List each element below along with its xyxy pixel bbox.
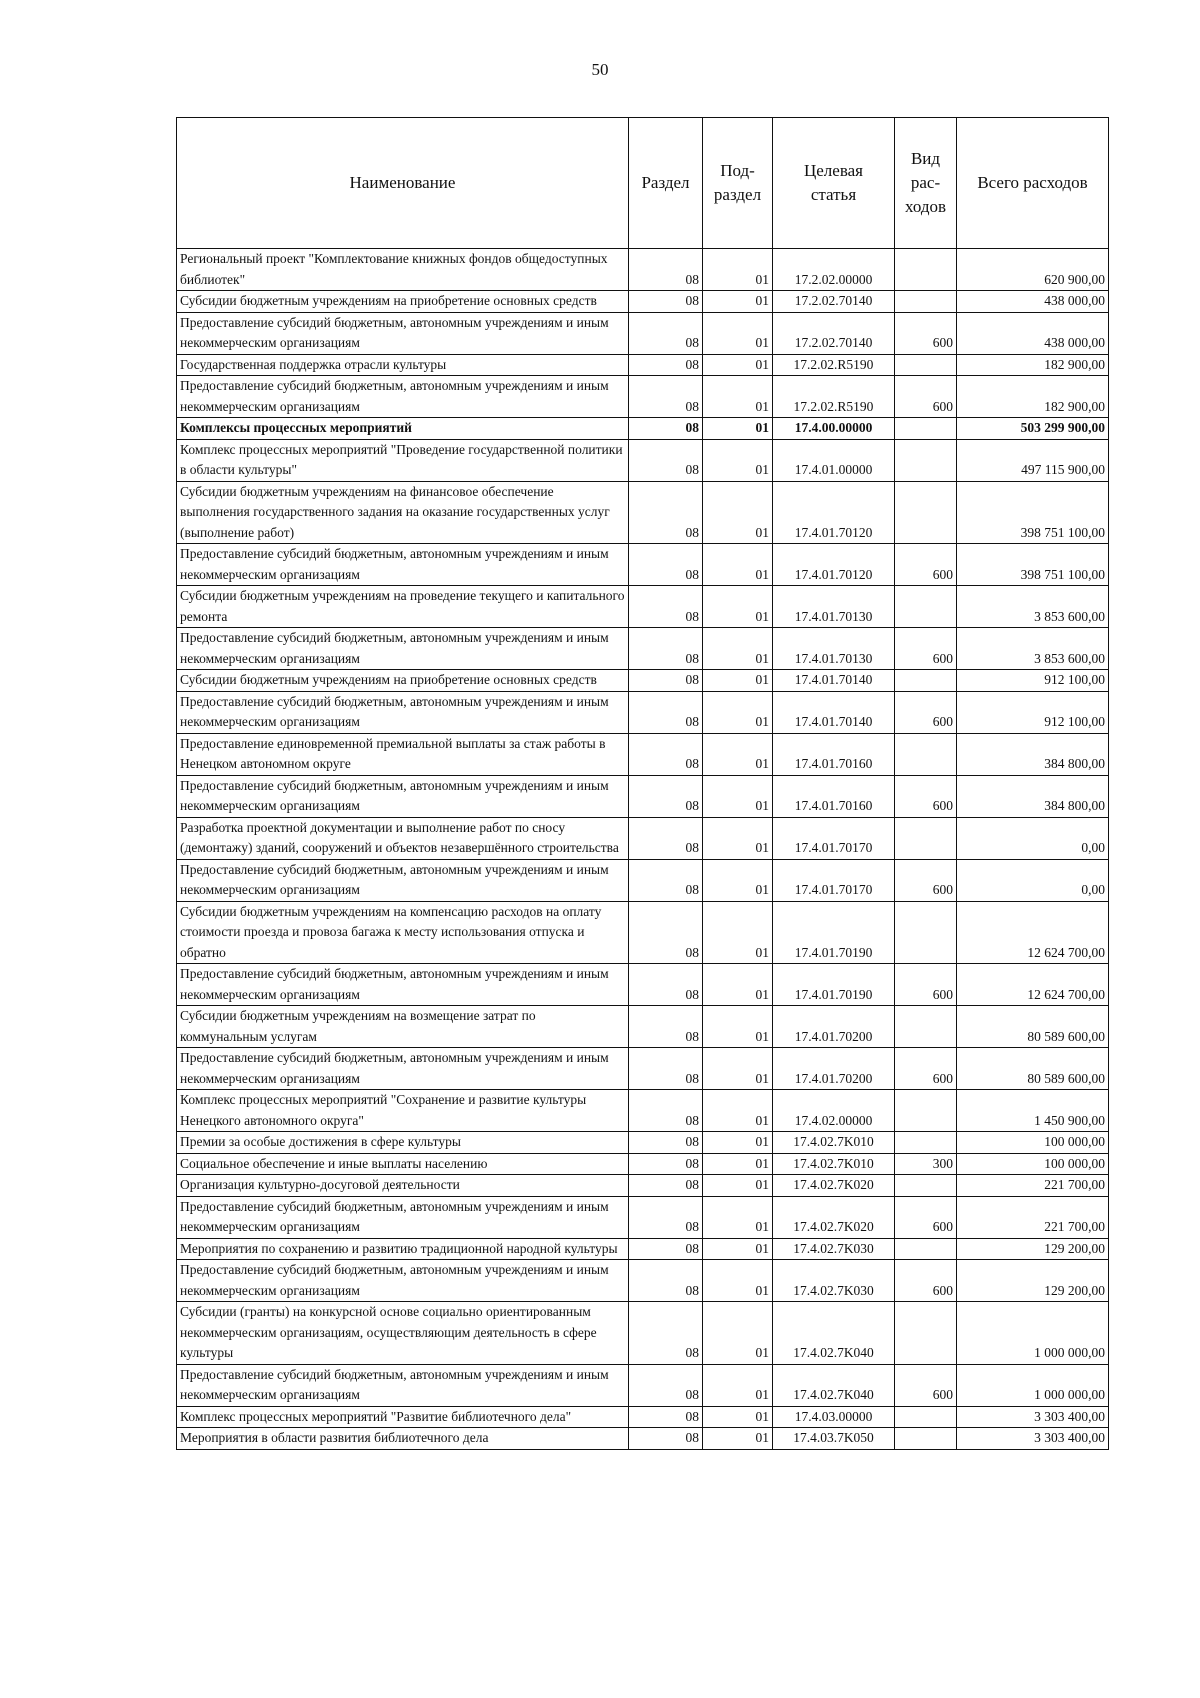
cell-celevaya: 17.4.01.70140 [773, 691, 895, 733]
cell-vid [895, 817, 957, 859]
table-row [177, 1302, 1109, 1365]
cell-total: 221 700,00 [957, 1175, 1109, 1197]
cell-razdel: 08 [629, 628, 703, 670]
table-row [177, 1238, 1109, 1260]
header-celevaya: Целевая статья [773, 118, 895, 249]
cell-podrazdel: 01 [703, 1048, 773, 1090]
cell-celevaya: 17.4.01.70170 [773, 817, 895, 859]
table-row [177, 1406, 1109, 1428]
cell-celevaya: 17.4.02.7K040 [773, 1364, 895, 1406]
cell-razdel: 08 [629, 901, 703, 964]
table-row [177, 1153, 1109, 1175]
cell-vid [895, 733, 957, 775]
cell-name: Предоставление субсидий бюджетным, автономным учреждениям и иным некоммерческим организациям [177, 1048, 629, 1090]
cell-razdel: 08 [629, 586, 703, 628]
cell-name: Комплекс процессных мероприятий "Развитие библиотечного дела" [177, 1406, 629, 1428]
cell-vid [895, 1175, 957, 1197]
cell-name: Предоставление субсидий бюджетным, автономным учреждениям и иным некоммерческим организациям [177, 1196, 629, 1238]
cell-podrazdel: 01 [703, 1428, 773, 1450]
cell-celevaya: 17.4.02.7K020 [773, 1196, 895, 1238]
cell-name: Субсидии бюджетным учреждениям на приобретение основных средств [177, 670, 629, 692]
cell-celevaya: 17.4.01.70170 [773, 859, 895, 901]
table-row [177, 1364, 1109, 1406]
cell-podrazdel: 01 [703, 354, 773, 376]
table-body [177, 249, 1109, 1450]
cell-razdel: 08 [629, 249, 703, 291]
table-row [177, 670, 1109, 692]
table-header-row [177, 118, 1109, 249]
cell-total: 3 853 600,00 [957, 586, 1109, 628]
cell-total: 398 751 100,00 [957, 544, 1109, 586]
cell-name: Субсидии бюджетным учреждениям на приобретение основных средств [177, 291, 629, 313]
cell-vid: 600 [895, 312, 957, 354]
cell-razdel: 08 [629, 481, 703, 544]
cell-vid: 300 [895, 1153, 957, 1175]
cell-name: Предоставление субсидий бюджетным, автономным учреждениям и иным некоммерческим организациям [177, 1364, 629, 1406]
cell-vid [895, 354, 957, 376]
cell-razdel: 08 [629, 1006, 703, 1048]
cell-razdel: 08 [629, 1302, 703, 1365]
cell-celevaya: 17.4.01.70120 [773, 481, 895, 544]
table-row [177, 354, 1109, 376]
cell-name: Предоставление субсидий бюджетным, автономным учреждениям и иным некоммерческим организациям [177, 859, 629, 901]
cell-total: 3 303 400,00 [957, 1428, 1109, 1450]
cell-celevaya: 17.4.02.7K020 [773, 1175, 895, 1197]
cell-name: Мероприятия в области развития библиотечного дела [177, 1428, 629, 1450]
cell-razdel: 08 [629, 1238, 703, 1260]
table-row [177, 859, 1109, 901]
cell-razdel: 08 [629, 1153, 703, 1175]
cell-vid: 600 [895, 964, 957, 1006]
cell-total: 398 751 100,00 [957, 481, 1109, 544]
cell-podrazdel: 01 [703, 1260, 773, 1302]
cell-razdel: 08 [629, 1132, 703, 1154]
cell-total: 100 000,00 [957, 1132, 1109, 1154]
cell-podrazdel: 01 [703, 418, 773, 440]
cell-total: 438 000,00 [957, 312, 1109, 354]
cell-vid [895, 586, 957, 628]
cell-celevaya: 17.4.01.70140 [773, 670, 895, 692]
table-row [177, 691, 1109, 733]
cell-podrazdel: 01 [703, 1238, 773, 1260]
cell-name: Предоставление субсидий бюджетным, автономным учреждениям и иным некоммерческим организациям [177, 1260, 629, 1302]
cell-razdel: 08 [629, 1090, 703, 1132]
header-razdel: Раздел [629, 118, 703, 249]
cell-vid [895, 1428, 957, 1450]
cell-celevaya: 17.4.01.70190 [773, 964, 895, 1006]
cell-total: 182 900,00 [957, 354, 1109, 376]
cell-total: 100 000,00 [957, 1153, 1109, 1175]
cell-name: Субсидии бюджетным учреждениям на компенсацию расходов на оплату стоимости проезда и провоза багажа к месту использования отпуска и обратно [177, 901, 629, 964]
cell-razdel: 08 [629, 691, 703, 733]
cell-total: 12 624 700,00 [957, 901, 1109, 964]
table-row [177, 1090, 1109, 1132]
table-row [177, 775, 1109, 817]
cell-vid: 600 [895, 859, 957, 901]
cell-total: 129 200,00 [957, 1238, 1109, 1260]
table-row [177, 901, 1109, 964]
cell-podrazdel: 01 [703, 1006, 773, 1048]
cell-razdel: 08 [629, 775, 703, 817]
header-vid: Вид рас- ходов [895, 118, 957, 249]
cell-vid [895, 1006, 957, 1048]
cell-podrazdel: 01 [703, 439, 773, 481]
table-row [177, 586, 1109, 628]
cell-celevaya: 17.2.02.70140 [773, 291, 895, 313]
cell-celevaya: 17.2.02.R5190 [773, 376, 895, 418]
cell-podrazdel: 01 [703, 481, 773, 544]
cell-name: Субсидии (гранты) на конкурсной основе социально ориентированным некоммерческим организациям, осуществляющим деятельность в сфере культуры [177, 1302, 629, 1365]
cell-vid [895, 291, 957, 313]
cell-celevaya: 17.2.02.00000 [773, 249, 895, 291]
cell-celevaya: 17.2.02.R5190 [773, 354, 895, 376]
cell-name: Субсидии бюджетным учреждениям на возмещение затрат по коммунальным услугам [177, 1006, 629, 1048]
cell-podrazdel: 01 [703, 1406, 773, 1428]
cell-total: 3 853 600,00 [957, 628, 1109, 670]
cell-total: 912 100,00 [957, 691, 1109, 733]
cell-razdel: 08 [629, 376, 703, 418]
cell-celevaya: 17.4.02.7K010 [773, 1153, 895, 1175]
cell-total: 1 450 900,00 [957, 1090, 1109, 1132]
cell-celevaya: 17.4.01.70130 [773, 628, 895, 670]
cell-celevaya: 17.4.01.70160 [773, 775, 895, 817]
cell-celevaya: 17.4.02.7K010 [773, 1132, 895, 1154]
cell-razdel: 08 [629, 291, 703, 313]
table-row [177, 418, 1109, 440]
table-row [177, 1175, 1109, 1197]
cell-celevaya: 17.4.01.70120 [773, 544, 895, 586]
cell-vid: 600 [895, 544, 957, 586]
cell-name: Предоставление субсидий бюджетным, автономным учреждениям и иным некоммерческим организациям [177, 964, 629, 1006]
cell-name: Премии за особые достижения в сфере культуры [177, 1132, 629, 1154]
cell-celevaya: 17.4.00.00000 [773, 418, 895, 440]
cell-celevaya: 17.4.01.70130 [773, 586, 895, 628]
cell-celevaya: 17.4.01.70200 [773, 1006, 895, 1048]
cell-vid [895, 1302, 957, 1365]
table-row [177, 1048, 1109, 1090]
cell-total: 182 900,00 [957, 376, 1109, 418]
cell-total: 1 000 000,00 [957, 1302, 1109, 1365]
table-row [177, 439, 1109, 481]
cell-vid: 600 [895, 775, 957, 817]
cell-podrazdel: 01 [703, 733, 773, 775]
cell-total: 12 624 700,00 [957, 964, 1109, 1006]
cell-celevaya: 17.4.01.70190 [773, 901, 895, 964]
cell-celevaya: 17.4.03.00000 [773, 1406, 895, 1428]
page-number: 50 [591, 60, 609, 79]
cell-vid [895, 249, 957, 291]
table-row [177, 817, 1109, 859]
cell-podrazdel: 01 [703, 628, 773, 670]
cell-podrazdel: 01 [703, 1175, 773, 1197]
cell-vid: 600 [895, 1196, 957, 1238]
cell-name: Государственная поддержка отрасли культуры [177, 354, 629, 376]
cell-vid: 600 [895, 1364, 957, 1406]
cell-celevaya: 17.4.02.7K030 [773, 1260, 895, 1302]
cell-podrazdel: 01 [703, 376, 773, 418]
cell-razdel: 08 [629, 1260, 703, 1302]
cell-celevaya: 17.4.02.7K040 [773, 1302, 895, 1365]
cell-name: Организация культурно-досуговой деятельности [177, 1175, 629, 1197]
cell-name: Предоставление субсидий бюджетным, автономным учреждениям и иным некоммерческим организациям [177, 628, 629, 670]
cell-total: 912 100,00 [957, 670, 1109, 692]
cell-name: Мероприятия по сохранению и развитию традиционной народной культуры [177, 1238, 629, 1260]
cell-podrazdel: 01 [703, 964, 773, 1006]
cell-razdel: 08 [629, 817, 703, 859]
cell-podrazdel: 01 [703, 1090, 773, 1132]
table-row [177, 481, 1109, 544]
header-total: Всего расходов [957, 118, 1109, 249]
cell-celevaya: 17.4.02.7K030 [773, 1238, 895, 1260]
cell-total: 80 589 600,00 [957, 1006, 1109, 1048]
cell-podrazdel: 01 [703, 312, 773, 354]
cell-podrazdel: 01 [703, 775, 773, 817]
table-row [177, 628, 1109, 670]
cell-razdel: 08 [629, 1175, 703, 1197]
cell-name: Региональный проект "Комплектование книжных фондов общедоступных библиотек" [177, 249, 629, 291]
cell-name: Комплексы процессных мероприятий [177, 418, 629, 440]
cell-podrazdel: 01 [703, 544, 773, 586]
table-row [177, 1260, 1109, 1302]
table-row [177, 964, 1109, 1006]
cell-name: Комплекс процессных мероприятий "Проведение государственной политики в области культуры" [177, 439, 629, 481]
cell-celevaya: 17.4.03.7K050 [773, 1428, 895, 1450]
header-podrazdel: Под- раздел [703, 118, 773, 249]
cell-total: 503 299 900,00 [957, 418, 1109, 440]
table-row [177, 1132, 1109, 1154]
cell-razdel: 08 [629, 1428, 703, 1450]
cell-vid: 600 [895, 628, 957, 670]
cell-podrazdel: 01 [703, 291, 773, 313]
cell-name: Субсидии бюджетным учреждениям на финансовое обеспечение выполнения государственного задания на оказание государственных услуг (выполнение работ) [177, 481, 629, 544]
cell-total: 384 800,00 [957, 733, 1109, 775]
cell-razdel: 08 [629, 670, 703, 692]
cell-total: 0,00 [957, 859, 1109, 901]
table-row [177, 1196, 1109, 1238]
cell-name: Предоставление субсидий бюджетным, автономным учреждениям и иным некоммерческим организациям [177, 544, 629, 586]
cell-celevaya: 17.4.01.70160 [773, 733, 895, 775]
table-row [177, 544, 1109, 586]
cell-podrazdel: 01 [703, 691, 773, 733]
cell-podrazdel: 01 [703, 1153, 773, 1175]
cell-razdel: 08 [629, 354, 703, 376]
cell-razdel: 08 [629, 418, 703, 440]
cell-name: Субсидии бюджетным учреждениям на проведение текущего и капитального ремонта [177, 586, 629, 628]
cell-podrazdel: 01 [703, 1132, 773, 1154]
cell-razdel: 08 [629, 1406, 703, 1428]
cell-celevaya: 17.2.02.70140 [773, 312, 895, 354]
budget-table [176, 117, 1109, 1450]
cell-total: 80 589 600,00 [957, 1048, 1109, 1090]
cell-vid [895, 670, 957, 692]
cell-vid: 600 [895, 376, 957, 418]
cell-podrazdel: 01 [703, 901, 773, 964]
cell-total: 0,00 [957, 817, 1109, 859]
cell-total: 497 115 900,00 [957, 439, 1109, 481]
cell-vid: 600 [895, 1048, 957, 1090]
cell-razdel: 08 [629, 1364, 703, 1406]
cell-celevaya: 17.4.01.00000 [773, 439, 895, 481]
table-row [177, 733, 1109, 775]
cell-celevaya: 17.4.02.00000 [773, 1090, 895, 1132]
cell-vid [895, 439, 957, 481]
table-row [177, 249, 1109, 291]
table-row [177, 291, 1109, 313]
cell-name: Предоставление единовременной премиальной выплаты за стаж работы в Ненецком автономном округе [177, 733, 629, 775]
cell-podrazdel: 01 [703, 1302, 773, 1365]
cell-total: 221 700,00 [957, 1196, 1109, 1238]
cell-total: 384 800,00 [957, 775, 1109, 817]
cell-podrazdel: 01 [703, 1196, 773, 1238]
cell-vid: 600 [895, 691, 957, 733]
cell-celevaya: 17.4.01.70200 [773, 1048, 895, 1090]
cell-name: Разработка проектной документации и выполнение работ по сносу (демонтажу) зданий, сооружений и объектов незавершённого строительства [177, 817, 629, 859]
cell-total: 438 000,00 [957, 291, 1109, 313]
cell-razdel: 08 [629, 544, 703, 586]
cell-razdel: 08 [629, 859, 703, 901]
cell-total: 129 200,00 [957, 1260, 1109, 1302]
table-row [177, 376, 1109, 418]
cell-total: 620 900,00 [957, 249, 1109, 291]
cell-total: 1 000 000,00 [957, 1364, 1109, 1406]
cell-vid [895, 418, 957, 440]
cell-name: Предоставление субсидий бюджетным, автономным учреждениям и иным некоммерческим организациям [177, 376, 629, 418]
header-name: Наименование [177, 118, 629, 249]
cell-name: Комплекс процессных мероприятий "Сохранение и развитие культуры Ненецкого автономного округа" [177, 1090, 629, 1132]
cell-podrazdel: 01 [703, 1364, 773, 1406]
cell-vid [895, 1132, 957, 1154]
cell-podrazdel: 01 [703, 586, 773, 628]
cell-razdel: 08 [629, 1196, 703, 1238]
cell-name: Предоставление субсидий бюджетным, автономным учреждениям и иным некоммерческим организациям [177, 775, 629, 817]
cell-podrazdel: 01 [703, 817, 773, 859]
cell-razdel: 08 [629, 312, 703, 354]
cell-vid [895, 1090, 957, 1132]
cell-podrazdel: 01 [703, 249, 773, 291]
cell-podrazdel: 01 [703, 670, 773, 692]
table-row [177, 1006, 1109, 1048]
cell-name: Социальное обеспечение и иные выплаты населению [177, 1153, 629, 1175]
table-row [177, 1428, 1109, 1450]
cell-razdel: 08 [629, 439, 703, 481]
cell-vid: 600 [895, 1260, 957, 1302]
cell-vid [895, 901, 957, 964]
cell-razdel: 08 [629, 964, 703, 1006]
cell-vid [895, 481, 957, 544]
cell-vid [895, 1238, 957, 1260]
table-row [177, 312, 1109, 354]
cell-name: Предоставление субсидий бюджетным, автономным учреждениям и иным некоммерческим организациям [177, 312, 629, 354]
cell-razdel: 08 [629, 1048, 703, 1090]
cell-vid [895, 1406, 957, 1428]
cell-podrazdel: 01 [703, 859, 773, 901]
cell-name: Предоставление субсидий бюджетным, автономным учреждениям и иным некоммерческим организациям [177, 691, 629, 733]
cell-total: 3 303 400,00 [957, 1406, 1109, 1428]
cell-razdel: 08 [629, 733, 703, 775]
